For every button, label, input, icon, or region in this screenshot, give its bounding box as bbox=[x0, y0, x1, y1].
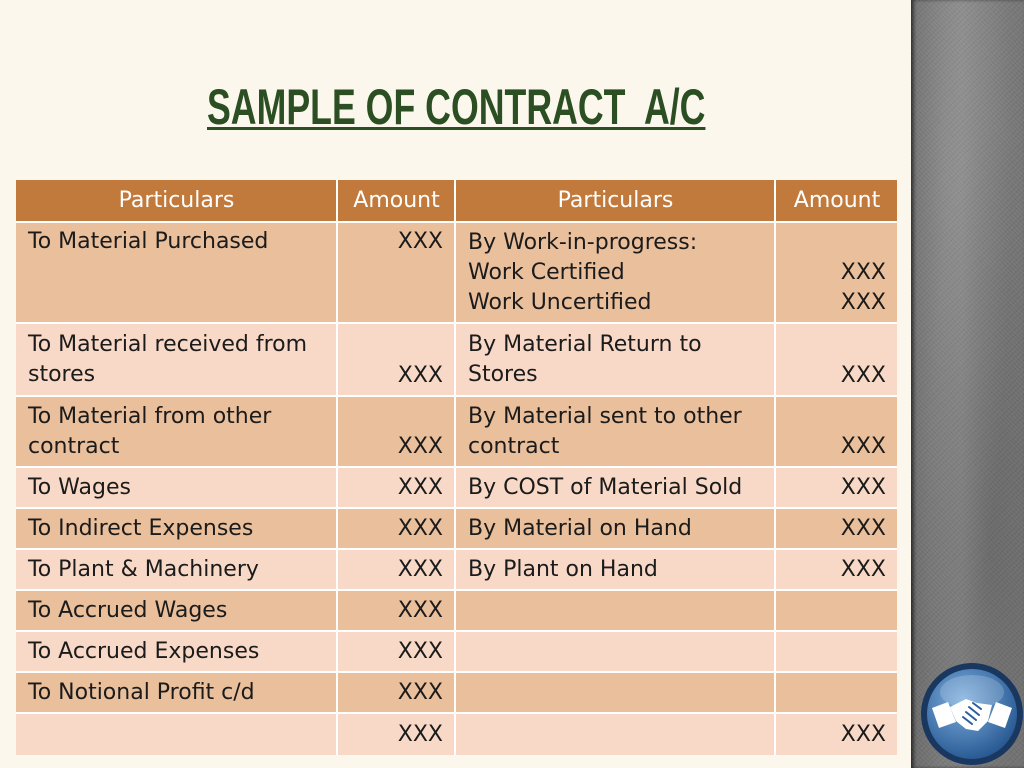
debit-amount: XXX bbox=[397, 363, 443, 388]
credit-particulars: By Material on Hand bbox=[468, 515, 692, 541]
debit-particulars: To Material from other contract bbox=[28, 403, 272, 459]
contract-account-table bbox=[16, 180, 897, 755]
debit-amount: XXX bbox=[397, 679, 443, 705]
credit-particulars-cell bbox=[456, 468, 774, 507]
credit-amount-cell bbox=[776, 397, 897, 466]
debit-particulars: To Accrued Expenses bbox=[28, 638, 260, 664]
debit-amount-cell bbox=[338, 673, 454, 712]
debit-particulars: To Material Purchased bbox=[28, 229, 269, 254]
debit-particulars: To Plant & Machinery bbox=[28, 556, 259, 582]
header-particulars-credit: Particulars bbox=[456, 180, 774, 221]
credit-amount-cell bbox=[776, 550, 897, 589]
credit-amount-cell bbox=[776, 673, 897, 712]
debit-amount-cell bbox=[338, 632, 454, 671]
total-credit-amount-cell bbox=[776, 714, 897, 755]
header-amount-credit: Amount bbox=[776, 180, 897, 221]
decorative-side-panel bbox=[911, 0, 1024, 768]
credit-particulars-cell bbox=[456, 632, 774, 671]
credit-particulars: By Work-in-progress: bbox=[468, 229, 698, 255]
handshake-icon bbox=[932, 699, 1012, 731]
total-credit-amount: XXX bbox=[840, 721, 886, 747]
credit-particulars-cell bbox=[456, 397, 774, 466]
debit-particulars: To Wages bbox=[28, 474, 131, 500]
credit-particulars: By Plant on Hand bbox=[468, 556, 658, 582]
header-particulars-debit: Particulars bbox=[16, 180, 336, 221]
debit-particulars: To Indirect Expenses bbox=[28, 515, 254, 541]
debit-amount-cell bbox=[338, 397, 454, 466]
total-debit-amount-cell bbox=[338, 714, 454, 755]
credit-amount-cell bbox=[776, 509, 897, 548]
debit-particulars: To Notional Profit c/d bbox=[28, 679, 255, 705]
debit-particulars-cell bbox=[16, 324, 336, 395]
debit-amount: XXX bbox=[397, 229, 443, 254]
debit-amount-cell bbox=[338, 468, 454, 507]
debit-particulars-cell bbox=[16, 550, 336, 589]
credit-amount-cell bbox=[776, 632, 897, 671]
credit-amount: XXX bbox=[840, 515, 886, 541]
debit-amount-cell bbox=[338, 223, 454, 322]
debit-amount-cell bbox=[338, 324, 454, 395]
debit-amount-cell bbox=[338, 509, 454, 548]
credit-particulars-cell bbox=[456, 673, 774, 712]
credit-particulars-cell bbox=[456, 509, 774, 548]
slide-title: SAMPLE OF CONTRACT A/C bbox=[207, 79, 706, 135]
credit-particulars-cell bbox=[456, 550, 774, 589]
credit-amount-cell bbox=[776, 324, 897, 395]
credit-amount-cell bbox=[776, 591, 897, 630]
handshake-logo bbox=[920, 662, 1024, 766]
credit-sub-item: Work Uncertified bbox=[468, 289, 652, 315]
credit-particulars-cell bbox=[456, 591, 774, 630]
debit-amount: XXX bbox=[397, 556, 443, 582]
credit-sub-amount: XXX bbox=[840, 290, 886, 315]
debit-particulars-cell bbox=[16, 509, 336, 548]
credit-particulars: By Material Return to Stores bbox=[468, 331, 702, 387]
credit-particulars-cell bbox=[456, 324, 774, 395]
total-debit-amount: XXX bbox=[397, 721, 443, 747]
debit-particulars-cell bbox=[16, 591, 336, 630]
debit-particulars-cell bbox=[16, 397, 336, 466]
debit-amount-cell bbox=[338, 550, 454, 589]
credit-particulars-cell bbox=[456, 223, 774, 322]
debit-amount-cell bbox=[338, 591, 454, 630]
credit-sub-item: Work Certified bbox=[468, 259, 625, 285]
debit-particulars-cell bbox=[16, 632, 336, 671]
debit-particulars-cell bbox=[16, 714, 336, 755]
debit-particulars: To Material received from stores bbox=[28, 331, 308, 387]
credit-sub-amount: XXX bbox=[840, 260, 886, 285]
credit-amount: XXX bbox=[840, 474, 886, 500]
debit-amount: XXX bbox=[397, 638, 443, 664]
credit-amount: XXX bbox=[840, 363, 886, 388]
debit-particulars-cell bbox=[16, 468, 336, 507]
debit-amount: XXX bbox=[397, 434, 443, 459]
credit-particulars: By COST of Material Sold bbox=[468, 474, 743, 500]
credit-amount: XXX bbox=[840, 434, 886, 459]
debit-particulars: To Accrued Wages bbox=[28, 597, 228, 623]
credit-amount-cell bbox=[776, 468, 897, 507]
credit-particulars: By Material sent to other contract bbox=[468, 403, 742, 459]
debit-amount: XXX bbox=[397, 597, 443, 623]
header-amount-debit: Amount bbox=[338, 180, 454, 221]
debit-particulars-cell bbox=[16, 223, 336, 322]
debit-amount: XXX bbox=[397, 474, 443, 500]
debit-amount: XXX bbox=[397, 515, 443, 541]
credit-amount-cell bbox=[776, 223, 897, 322]
credit-particulars-cell bbox=[456, 714, 774, 755]
credit-amount: XXX bbox=[840, 556, 886, 582]
debit-particulars-cell bbox=[16, 673, 336, 712]
